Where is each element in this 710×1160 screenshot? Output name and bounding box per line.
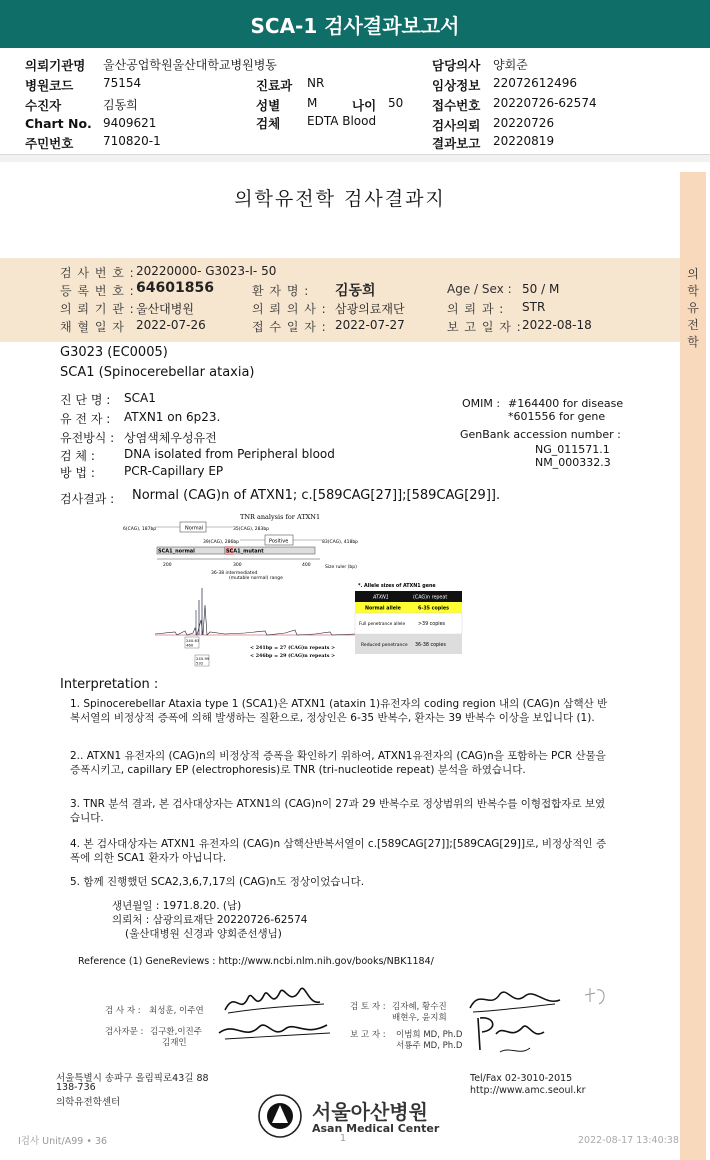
reviewer-names-2: 배현우, 윤지희: [392, 1013, 447, 1023]
field-label: 검사의뢰: [432, 118, 481, 133]
footer-address-2: 138-736: [56, 1082, 96, 1093]
field-value: NR: [307, 76, 325, 90]
referral-note: (울산대병원 신경과 양회준선생님): [125, 928, 282, 940]
intermediate-label: 36-38 intermediated: [211, 571, 258, 576]
page-number: 1: [340, 1133, 347, 1144]
reporter-names-1: 이범희 MD, Ph.D: [396, 1030, 463, 1040]
interpretation-title: Interpretation :: [60, 677, 159, 692]
peak2-height: 532: [196, 660, 204, 666]
field-value: EDTA Blood: [307, 114, 377, 128]
ruler-caption: Size ruler (bp): [325, 565, 357, 570]
footer-address-1: 서울특별시 송파구 올림픽로43길 88: [56, 1073, 209, 1084]
field-label: 진료과: [256, 78, 293, 93]
ruler-tick-400: 400: [302, 563, 311, 568]
detail-label: 진 단 명 :: [60, 393, 111, 407]
trace: [155, 605, 355, 635]
recv-label: 접 수 일 자 :: [252, 320, 327, 334]
report-date-value: 2022-08-18: [522, 318, 592, 332]
report-title: SCA-1 검사결과보고서: [250, 13, 460, 38]
result-label: 검사결과 :: [60, 492, 115, 506]
interpretation-item-3: 3. TNR 분석 결과, 본 검사대상자는 ATXN1의 (CAG)n이 27과 29 반복수로 정상범위의 반복수를 이형접합자로 보였습니다.: [70, 798, 606, 824]
patient-value: 김동희: [335, 283, 376, 299]
field-label: 주민번호: [25, 136, 74, 151]
detail-value: SCA1: [124, 391, 156, 405]
field-label: 성별: [256, 98, 281, 113]
field-label: 결과보고: [432, 136, 481, 151]
field-value: 20220819: [493, 134, 555, 148]
advisor-names-1: 김구환,이진주: [150, 1027, 202, 1037]
repeat-note-2: < 246bp = 29 (CAG)n repeats >: [250, 653, 336, 659]
field-value: 20220726-62574: [493, 96, 597, 110]
detail-value: 상염색체우성유전: [124, 431, 217, 445]
reviewer-label: 검 토 자 :: [350, 1002, 386, 1012]
age-sex-label: Age / Sex :: [447, 282, 512, 296]
field-label: 나이: [352, 98, 377, 113]
asan-foundation-seal-icon: [255, 1093, 305, 1139]
side-label-char: 의: [687, 267, 699, 281]
mutant-bar-label: SCA1_mutant: [226, 548, 264, 555]
lbl-6cag: 6(CAG), 187bp: [123, 527, 157, 532]
examiner-signature: [220, 980, 330, 1020]
report-header-bar: [0, 0, 710, 48]
dept-value: STR: [522, 300, 546, 314]
interpretation-item-2: 2.. ATXN1 유전자의 (CAG)n의 비정상적 증폭을 확인하기 위하여, ATXN1유전자의 (CAG)n을 포함하는 PCR 산물을 증폭시키고, capillary EP (electrophoresis)로 TNR (tri-nucleotide repeat) 분석을 하였습니다.: [70, 750, 606, 776]
allele-row-label: Normal allele: [365, 606, 401, 612]
repeat-note-1: < 241bp = 27 (CAG)n repeats >: [250, 645, 336, 651]
allele-row-label: Reduced penetrance: [361, 643, 408, 648]
detail-label: 검 체 :: [60, 449, 95, 463]
detail-value: PCR-Capillary EP: [124, 464, 224, 478]
advisor-names-2: 김재인: [162, 1038, 187, 1048]
patient-info-band: [0, 258, 680, 342]
field-value: 75154: [103, 76, 142, 90]
field-value: 양회준: [493, 58, 528, 72]
patient-label: 환 자 명 :: [252, 284, 310, 298]
peak1-size: 240.63: [186, 638, 200, 643]
allele-col-1: ATXN1: [373, 595, 389, 601]
side-label-char: 학: [687, 335, 699, 349]
allele-row-value: 6-35 copies: [418, 606, 449, 612]
field-label: 검체: [256, 116, 281, 131]
omim-label: OMIM :: [462, 397, 501, 410]
collect-label: 채 혈 일 자: [60, 320, 125, 334]
hospital-name-en: Asan Medical Center: [312, 1122, 440, 1135]
intermediate-label-2: (mutable normal) range: [229, 576, 283, 581]
reg-no-label: 등 록 번 호 :: [60, 284, 135, 298]
detail-value: ATXN1 on 6p23.: [124, 410, 221, 424]
print-timestamp: 2022-08-17 13:40:38: [578, 1135, 679, 1146]
ruler-tick-300: 300: [233, 563, 242, 568]
peak1-height: 460: [186, 642, 194, 648]
lbl-39cag: 39(CAG), 286bp: [203, 540, 240, 545]
allele-table-title: *. Allele sizes of ATXN1 gene: [358, 584, 436, 589]
lbl-35cag: 35(CAG), 283bp: [233, 527, 270, 532]
allele-col-2: (CAG)n repeat: [413, 595, 448, 601]
interpretation-item-1: 1. Spinocerebellar Ataxia type 1 (SCA1)은 ATXN1 (ataxin 1)유전자의 coding region 내의 (CAG)n 삼핵산 반복서열의 비정상적 증폭에 의해 발생하는 질환으로, 정상인은 6-35 반복수, 환자는 39 반복수 이상을 보입니다 (1).: [70, 698, 608, 724]
allele-row-value: >39 copies: [418, 622, 446, 627]
field-label: 담당의사: [432, 58, 481, 73]
interpretation-item-5: 5. 함께 진행했던 SCA2,3,6,7,17의 (CAG)n도 정상이었습니다.: [70, 876, 365, 888]
side-label-char: 전: [687, 318, 699, 332]
figure-title: TNR analysis for ATXN1: [240, 513, 321, 521]
age-sex-value: 50 / M: [522, 282, 560, 296]
side-label-char: 유: [687, 301, 699, 315]
examiner-label: 검 사 자 :: [105, 1006, 141, 1016]
test-code: G3023 (EC0005): [60, 345, 168, 360]
detail-label: 방 법 :: [60, 466, 95, 480]
detail-label: 유전방식 :: [60, 431, 115, 445]
advisor-label: 검사자문 :: [105, 1027, 144, 1037]
report-date-label: 보 고 일 자 :: [447, 320, 522, 334]
allele-row-value: 36-38 copies: [415, 643, 446, 648]
field-label: 접수번호: [432, 98, 481, 113]
reviewer-names-1: 김자혜, 황수진: [392, 1002, 447, 1012]
reporter-label: 보 고 자 :: [350, 1030, 386, 1040]
field-value: 9409621: [103, 116, 157, 130]
reg-no-value: 64601856: [136, 280, 214, 296]
tnr-analysis-figure: [115, 510, 485, 670]
reporter-names-2: 서룡주 MD, Ph.D: [396, 1041, 463, 1051]
field-label: Chart No.: [25, 116, 92, 131]
result-value: Normal (CAG)n of ATXN1; c.[589CAG[27]];[589CAG[29]].: [132, 488, 501, 503]
peak2-size: 245.99: [196, 656, 210, 661]
referral-institution: 의뢰처 : 삼광의료재단 20220726-62574: [112, 914, 308, 926]
field-label: 병원코드: [25, 78, 74, 93]
allele-row-label: Full penetrance allele: [359, 622, 406, 627]
genbank-1: NG_011571.1: [535, 443, 610, 456]
advisor-signature: [215, 1015, 335, 1045]
doctor-value: 삼광의료재단: [335, 302, 405, 316]
examiner-names: 최성훈, 이주연: [149, 1006, 204, 1016]
recv-value: 2022-07-27: [335, 318, 405, 332]
patient-info-header: [0, 52, 710, 152]
lbl-83cag: 83(CAG), 418bp: [322, 540, 359, 545]
field-label: 수진자: [25, 98, 62, 113]
detail-label: 유 전 자 :: [60, 412, 111, 426]
hospital-name-kr: 서울아산병원: [312, 1100, 428, 1124]
footer-unit: I검사 Unit/A99 • 36: [18, 1136, 108, 1147]
inst-value: 울산대병원: [136, 302, 194, 316]
collect-value: 2022-07-26: [136, 318, 206, 332]
side-label-char: 학: [687, 284, 699, 298]
omim-disease: #164400 for disease: [508, 397, 624, 410]
field-label: 임상정보: [432, 78, 481, 93]
ruler-tick-200: 200: [163, 563, 172, 568]
interpretation-item-4: 4. 본 검사대상자는 ATXN1 유전자의 (CAG)n 삼핵산반복서열이 c.[589CAG[27]];[589CAG[29]]로, 비정상적인 증폭에 의한 SCA1 환자가 아닙니다.: [70, 838, 607, 864]
doctor-label: 의 뢰 의 사 :: [252, 302, 327, 316]
side-vertical-label: [682, 266, 704, 351]
genbank-label: GenBank accession number :: [460, 428, 621, 441]
reporter-signature: [470, 1010, 560, 1060]
footer-web: http://www.amc.seoul.kr: [470, 1085, 586, 1096]
field-value: 50: [388, 96, 404, 110]
reference-link: Reference (1) GeneReviews : http://www.ncbi.nlm.nih.gov/books/NBK1184/: [78, 956, 434, 967]
footer-address-3: 의학유전학센터: [56, 1097, 121, 1108]
dept-label: 의 뢰 과 :: [447, 302, 505, 316]
genbank-2: NM_000332.3: [535, 456, 611, 469]
detail-value: DNA isolated from Peripheral blood: [124, 447, 335, 461]
omim-gene: *601556 for gene: [508, 410, 606, 423]
normal-bar-label: SCA1_normal: [158, 548, 195, 555]
field-value: 울산공업학원울산대학교병원병동: [103, 58, 277, 72]
test-name: SCA1 (Spinocerebellar ataxia): [60, 365, 255, 380]
test-no-label: 검 사 번 호 :: [60, 266, 135, 280]
field-value: 20220726: [493, 116, 555, 130]
inst-label: 의 뢰 기 관 :: [60, 302, 135, 316]
field-value: 22072612496: [493, 76, 577, 90]
footer-tel: Tel/Fax 02-3010-2015: [470, 1073, 573, 1084]
test-no-value: 20220000- G3023-I- 50: [136, 264, 277, 278]
field-value: 김동희: [103, 98, 138, 112]
normal-box-label: Normal: [185, 525, 204, 532]
document-title: 의학유전학 검사결과지: [234, 188, 446, 210]
field-label: 의뢰기관명: [25, 58, 86, 73]
seal-text: 아산재단: [271, 1130, 289, 1135]
birth-date: 생년월일 : 1971.8.20. (남): [112, 900, 242, 912]
field-value: 710820-1: [103, 134, 161, 148]
field-value: M: [307, 96, 318, 110]
positive-box-label: Positive: [269, 538, 289, 545]
